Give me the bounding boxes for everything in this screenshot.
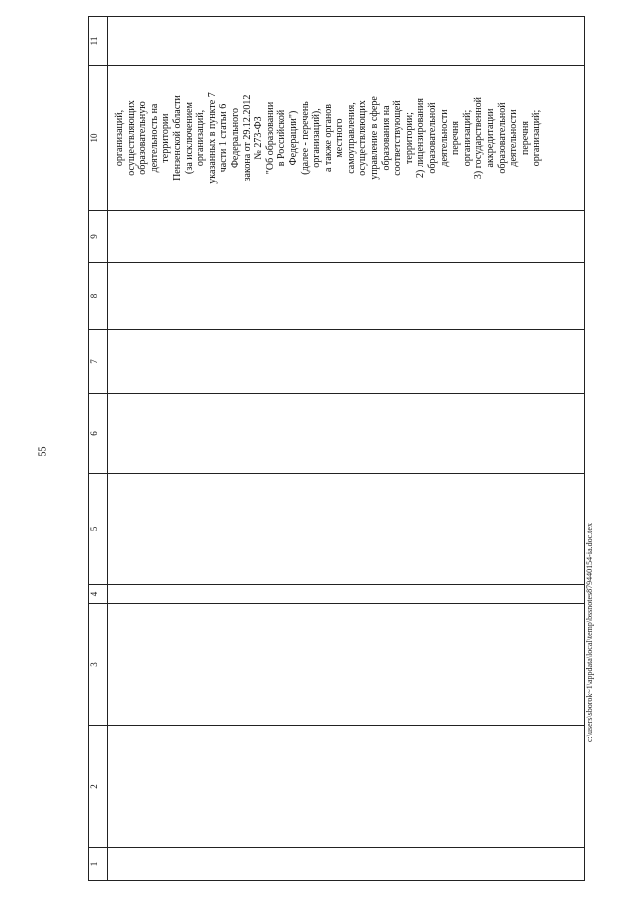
table-cell — [108, 211, 585, 263]
document-table — [88, 16, 585, 881]
table-cell — [108, 474, 585, 585]
table-cell — [108, 848, 585, 881]
column-number: 11 — [89, 17, 108, 66]
table-cell — [108, 394, 585, 474]
table-cell-column-10 — [108, 66, 585, 211]
column-number: 5 — [89, 474, 108, 585]
table-cell — [108, 585, 585, 604]
column-number: 3 — [89, 604, 108, 726]
column-number: 8 — [89, 263, 108, 330]
column-10-text: организаций, осуществляющих образовательную деятельность на территории Пензенской области (за исключением организаций, указанных в пункте 7 части 1 статьи 6 Федерального закона от 29.12.2012 № 273-ФЗ "Об образовании в Российской Федерации") (далее - перечень организаций), а также органов местного самоуправления, осуществляющих управление в сфере образования на соответствующей территории; 2) лицензирования образовательной деятельности перечня организаций; 3) государственной аккредитации образовательной деятельности перечня организаций; — [114, 92, 543, 184]
file-path: c:\users\sborok~1\appdata\local\temp\bssnotes879440154-ia.doc.tex — [585, 523, 594, 742]
table-cell — [108, 263, 585, 330]
table-cell — [108, 604, 585, 726]
column-number: 1 — [89, 848, 108, 881]
column-number: 9 — [89, 211, 108, 263]
column-number: 10 — [89, 66, 108, 211]
table-cell — [108, 726, 585, 848]
column-number: 4 — [89, 585, 108, 604]
table-cell — [108, 330, 585, 394]
rotated-table-frame — [88, 17, 584, 881]
column-number-row — [89, 17, 108, 881]
column-number: 2 — [89, 726, 108, 848]
page-number: 55 — [37, 446, 49, 457]
table-cell — [108, 17, 585, 66]
column-number: 6 — [89, 394, 108, 474]
column-number: 7 — [89, 330, 108, 394]
table-row — [108, 17, 585, 881]
